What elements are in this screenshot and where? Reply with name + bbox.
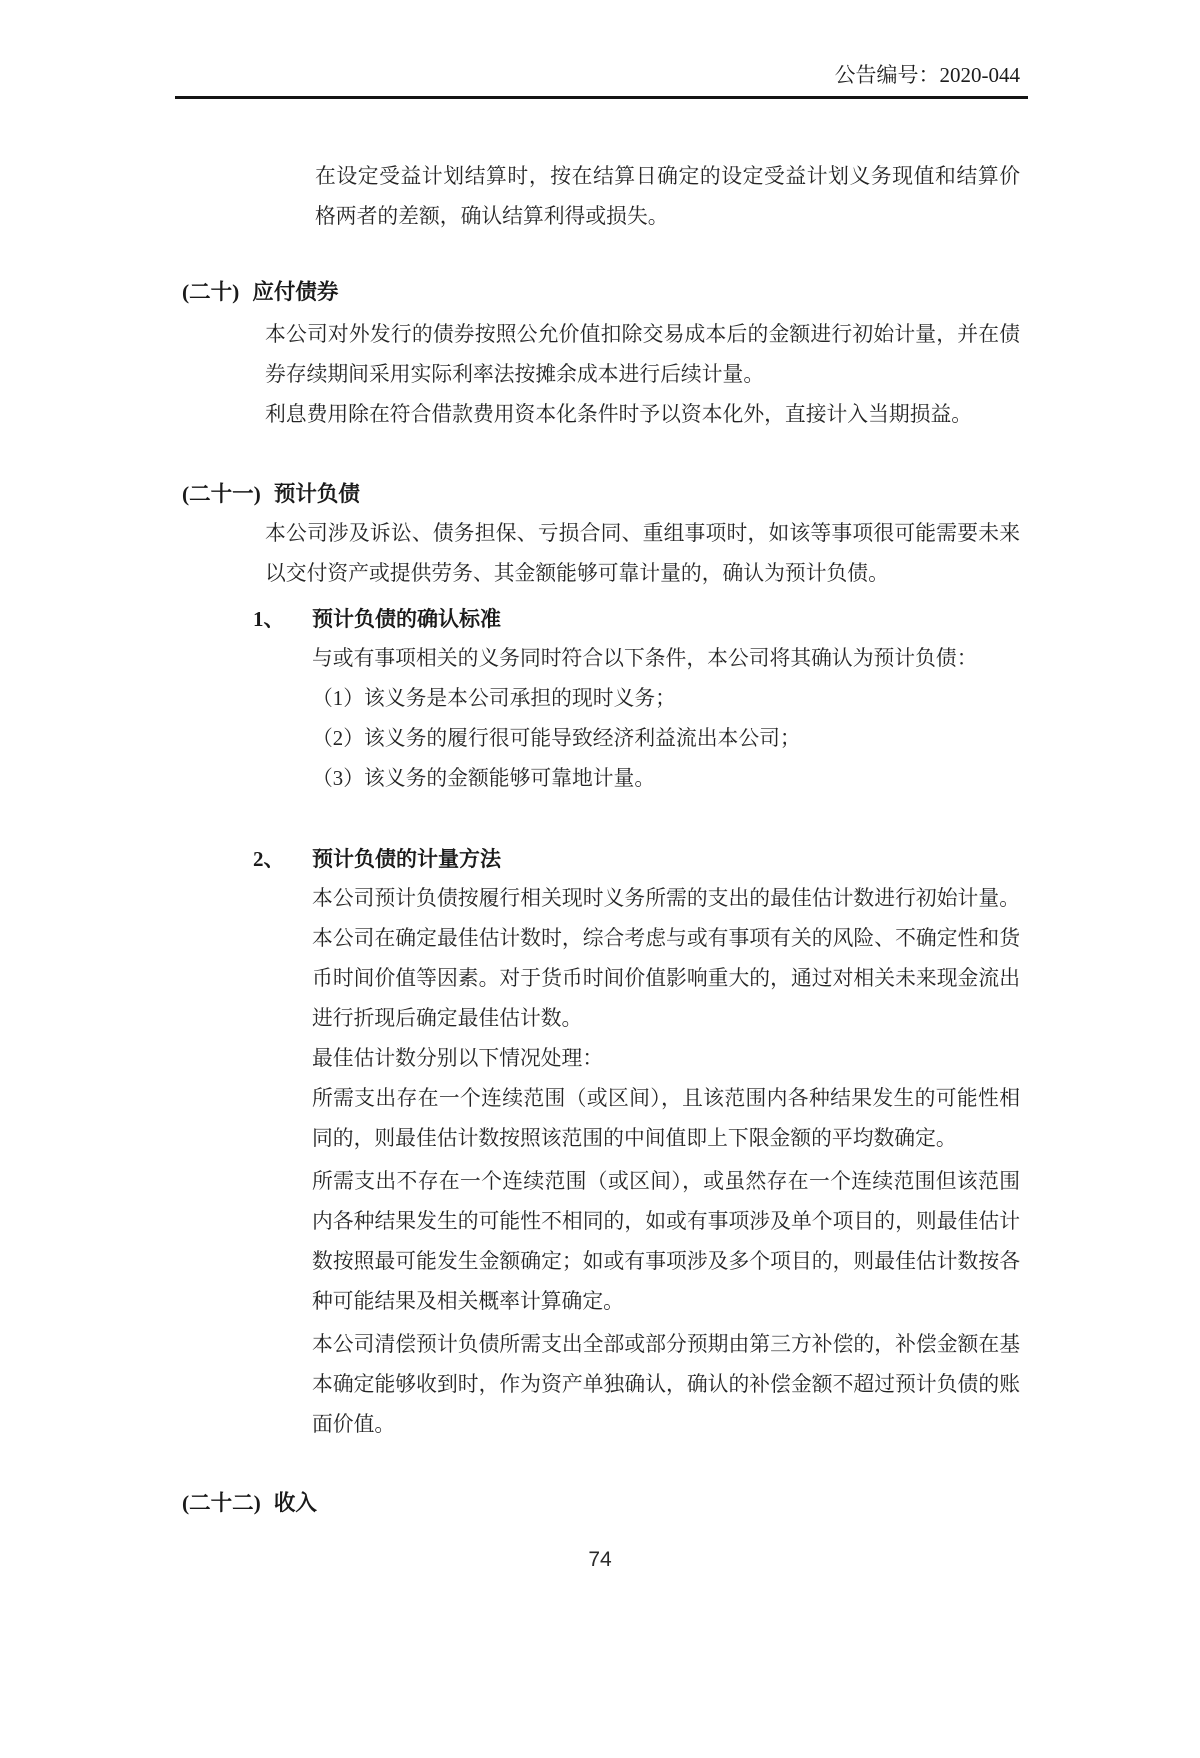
paragraph-settlement-continuation: 在设定受益计划结算时，按在结算日确定的设定受益计划义务现值和结算价格两者的差额，确认结算利得或损失。 — [315, 165, 1020, 228]
paragraph-continuous-range-case: 所需支出存在一个连续范围（或区间），且该范围内各种结果发生的可能性相同的，则最佳估计数按照该范围的中间值即上下限金额的平均数确定。 — [312, 1087, 1020, 1150]
list-item-criterion-3: （3）该义务的金额能够可靠地计量。 — [312, 767, 656, 790]
list-item-criterion-1: （1）该义务是本公司承担的现时义务； — [312, 687, 676, 710]
section-21-title: 预计负债 — [273, 482, 360, 506]
paragraph-recognition-criteria-intro: 与或有事项相关的义务同时符合以下条件，本公司将其确认为预计负债： — [312, 647, 978, 670]
announcement-number: 公告编号：2020-044 — [834, 63, 1020, 87]
section-22-title: 收入 — [273, 1491, 317, 1515]
paragraph-provisions-intro: 本公司涉及诉讼、债务担保、亏损合同、重组事项时，如该等事项很可能需要未来以交付资产或提供劳务、其金额能够可靠计量的，确认为预计负债。 — [265, 522, 1020, 585]
subsection-1-title: 预计负债的确认标准 — [312, 607, 501, 631]
document-page — [0, 62, 1200, 1758]
paragraph-measurement-best-estimate: 本公司预计负债按履行相关现时义务所需的支出的最佳估计数进行初始计量。本公司在确定最佳估计数时，综合考虑与或有事项有关的风险、不确定性和货币时间价值等因素。对于货币时间价值影响重大的，通过对相关未来现金流出进行折现后确定最佳估计数。 — [312, 887, 1020, 1030]
section-heading-22 — [182, 1483, 1200, 1523]
page-number: 74 — [588, 1548, 612, 1571]
section-heading-20 — [182, 272, 1200, 312]
paragraph-non-continuous-range-case: 所需支出不存在一个连续范围（或区间），或虽然存在一个连续范围但该范围内各种结果发生的可能性不相同的，如或有事项涉及单个项目的，则最佳估计数按照最可能发生金额确定；如或有事项涉及多个项目的，则最佳估计数按各种可能结果及相关概率计算确定。 — [312, 1170, 1020, 1313]
subsection-heading-2 — [253, 839, 1200, 879]
subsection-heading-1 — [253, 599, 1200, 639]
subsection-2-number: 2、 — [253, 847, 285, 871]
section-22-number: (二十二) — [182, 1491, 261, 1515]
paragraph-best-estimate-cases-intro: 最佳估计数分别以下情况处理： — [312, 1047, 604, 1070]
paragraph-third-party-compensation: 本公司清偿预计负债所需支出全部或部分预期由第三方补偿的，补偿金额在基本确定能够收到时，作为资产单独确认，确认的补偿金额不超过预计负债的账面价值。 — [312, 1333, 1020, 1436]
section-heading-21 — [182, 474, 1200, 514]
section-20-title: 应付债券 — [252, 280, 339, 304]
section-20-number: (二十) — [182, 280, 240, 304]
subsection-1-number: 1、 — [253, 607, 285, 631]
header-rule — [175, 96, 1028, 99]
paragraph-bonds-initial-measurement: 本公司对外发行的债券按照公允价值扣除交易成本后的金额进行初始计量，并在债券存续期间采用实际利率法按摊余成本进行后续计量。 — [265, 323, 1020, 386]
section-21-number: (二十一) — [182, 482, 261, 506]
subsection-2-title: 预计负债的计量方法 — [312, 847, 501, 871]
paragraph-interest-expense: 利息费用除在符合借款费用资本化条件时予以资本化外，直接计入当期损益。 — [265, 403, 973, 426]
list-item-criterion-2: （2）该义务的履行很可能导致经济利益流出本公司； — [312, 727, 801, 750]
